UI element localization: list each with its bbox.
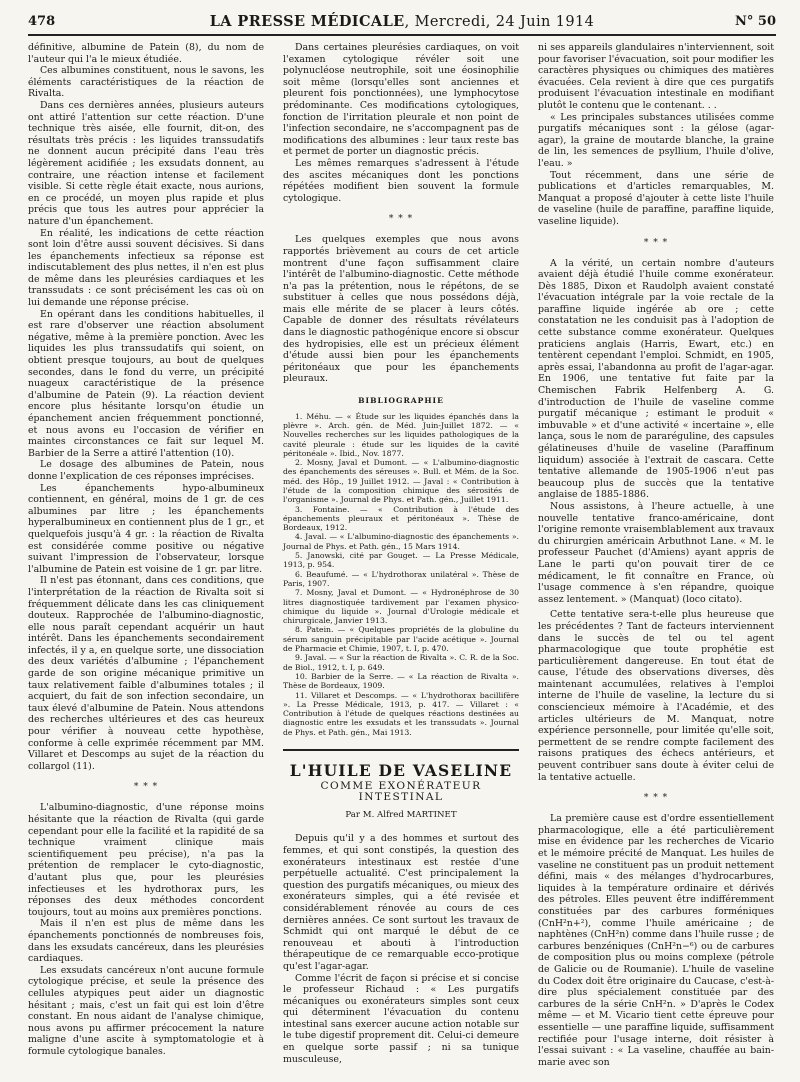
article-subtitle: COMME EXONÉRATEUR INTESTINAL — [320, 779, 482, 804]
bibliography-heading: BIBLIOGRAPHIE — [358, 396, 444, 406]
page-number: 478 — [28, 14, 56, 29]
section-separator: * * * — [133, 782, 159, 793]
paragraph: Le dosage des albumines de Patein, nous donne l'explication de ces réponses imprécises. — [28, 459, 264, 482]
journal-title-line — [28, 13, 776, 30]
paragraph: Il n'est pas étonnant, dans ces conditions, que l'interprétation de la réaction de Rivalta soit si fréquemment délicate dans les cas cliniquement douteux. Rapprochée de l'albumino-diagnostic, elle nous paraît cependant acquérir un haut intérêt. Dans les épanchements secondairement infectés, il y a, en quelque sorte, une dissociation des deux variétés d'albumine ; l'épanchement garde de son origine mécanique primitive un taux relativement faible d'albumines totales ; il acquiert, du fait de son infection secondaire, un taux élevé d'albumine de Patein. Nous attendons des recherches ultérieures et des cas heureux pour vérifier à nouveau cette hypothèse, conforme à celle exprimée récemment par MM. Villaret et Descomps au sujet de la réaction du collargol (11). — [28, 575, 264, 772]
bibliography-entry: 2. Mosny, Javal et Dumont. — « L'albumino-diagnostic des épanchements des séreuses ». Bull. et Mém. de la Soc. méd. des Hôp., 19 Juillet 1912. — Javal : « Contribution à l'étude de la composition chimique des sérosités de l'organisme ». Journal de Phys. et Path. gén., Juillet 1911. — [283, 458, 519, 505]
bibliography-entry: 4. Javal. — « L'albumino-diagnostic des épanchements ». Journal de Phys. et Path. gén., 15 Mars 1914. — [283, 532, 519, 551]
article-title: L'HUILE DE VASELINE — [289, 761, 513, 781]
bibliography-entry: 5. Janowski, cité par Gouget. — La Presse Médicale, 1913, p. 954. — [283, 551, 519, 570]
paragraph: En réalité, les indications de cette réaction sont loin d'être aussi souvent décisives. Si dans les épanchements infectieux sa réponse est indiscutablement des plus nettes, il n'en est plus de même dans les pleurésies cardiaques et les transsudats : ce sont précisément les cas où on lui demande une réponse précise. — [28, 227, 264, 309]
column-left — [28, 42, 264, 1057]
paragraph: L'albumino-diagnostic, d'une réponse moins hésitante que la réaction de Rivalta (qui garde cependant pour elle la facilité et la rapidité de sa technique vraiment clinique mais scientifiquement peu précise), n'a pas la prétention de remplacer le cyto-diagnostic, d'autant plus que, pour les pleurésies infectieuses et les hydrothorax purs, les réponses des deux méthodes concordent toujours, tout au moins aux premières ponctions. — [28, 802, 264, 918]
paragraph: Depuis qu'il y a des hommes et surtout des femmes, et qui sont constipés, la question des exonérateurs intestinaux est restée d'une perpétuelle actualité. C'est principalement la question des purgatifs mécaniques, ou mieux des exonérateurs simples, qui a été revisée et considérablement rénovée au cours de ces dernières années. Ce sont surtout les travaux de Schmidt qui ont marqué le début de ce renouveau et abouti à l'introduction thérapeutique de ce remarquable ecco-protique qu'est l'agar-agar. — [283, 833, 519, 972]
paragraph: Tout récemment, dans une série de publications et d'articles remarquables, M. Manquat a proposé d'ajouter à cette liste l'huile de vaseline (huile de paraffine, paraffine liquide, vaseline liquide). — [538, 169, 774, 227]
paragraph: En opérant dans les conditions habituelles, il est rare d'observer une réaction absolument négative, même à la première ponction. Avec les liquides les plus transsudatifs qui soient, on obtient presque toujours, au bout de quelques secondes, dans le fond du verre, un précipité nuageux caractéristique de la présence d'albumine de Patein (9). La réaction devient encore plus hésitante lorsqu'on étudie un épanchement ancien fréquemment ponctionné, et nous avons eu l'occasion de vérifier en maintes circonstances ce fait sur lequel M. Barbier de la Serre a attiré l'attention (10). — [28, 308, 264, 459]
paragraph: Dans ces dernières années, plusieurs auteurs ont attiré l'attention sur cette réaction. D'une technique très aisée, elle fournit, dit-on, des résultats très précis : les liquides transsudatifs ne donnent aucun précipité dans l'eau très légèrement acidifiée ; les exsudats donnent, au contraire, une réaction intense et facilement visible. Si cette règle était exacte, nous aurions, en ce procédé, un moyen plus rapide et plus précis que tous les autres pour apprécier la nature d'un épanchement. — [28, 99, 264, 227]
paragraph: Nous assistons, à l'heure actuelle, à une nouvelle tentative franco-américaine, dont l'origine remonte vraisemblablement aux travaux du chirurgien américain Arbuthnot Lane. « M. le professeur Pauchet (d'Amiens) ayant appris de Lane le parti qu'on pouvait tirer de ce médicament, le fit connaître en France, où l'usage commence à s'en répandre, quoique assez lentement. » (Manquat) (loco citato). — [538, 500, 774, 605]
bibliography-entry: 1. Méhu. — « Étude sur les liquides épanchés dans la plèvre ». Arch. gén. de Méd. Juin-Juillet 1872. — « Nouvelles recherches sur les liquides pathologiques de la cavité pleurale : étude sur les liquides de la cavité péritonéale ». Ibid., Nov. 1877. — [283, 411, 519, 458]
issue-number: N° 50 — [735, 14, 776, 29]
article-divider — [283, 749, 519, 751]
paragraph: définitive, albumine de Patein (8), du nom de l'auteur qui l'a le mieux étudiée. — [28, 42, 264, 65]
section-separator: * * * — [643, 237, 669, 248]
bibliography-entry: 9. Javal. — « Sur la réaction de Rivalta ». C. R. de la Soc. de Biol., 1912, t. I, p. 649. — [283, 653, 519, 672]
column-middle — [283, 42, 519, 1065]
bibliography-entry: 11. Villaret et Descomps. — « L'hydrothorax bacillifère ». La Presse Médicale, 1913, p. 417. — Villaret : « Contribution à l'étude de quelques réactions destinées au diagnostic entre les exsudats et les transsudats ». Journal de Phys. et Path. gén., Mai 1913. — [283, 690, 519, 737]
column-right — [538, 42, 774, 1068]
paragraph: Les exsudats cancéreux n'ont aucune formule cytologique précise, et seule la présence des cellules atypiques peut aider un diagnostic hésitant ; mais, c'est un fait qui est loin d'être constant. En nous aidant de l'analyse chimique, nous avons pu affirmer précocement la nature maligne d'une ascite à symptomatologie et à formule cytologique banales. — [28, 964, 264, 1057]
bibliography-entry: 8. Patein. — « Quelques propriétés de la globuline du sérum sanguin précipitable par l'acide acétique ». Journal de Pharmacie et Chimie, 1907, t. I, p. 470. — [283, 625, 519, 654]
issue-date: , Mercredi, 24 Juin 1914 — [404, 14, 595, 30]
paragraph: Les épanchements hypo-albumineux contiennent, en général, moins de 1 gr. de ces albumines par litre ; les épanchements hyperalbumineux en contiennent plus de 1 gr., et quelquefois jusqu'à 4 gr. : la réaction de Rivalta est considérée comme positive ou négative suivant l'impression de l'observateur, lorsque l'albumine de Patein est voisine de 1 gr. par litre. — [28, 482, 264, 575]
bibliography-entry: 7. Mosny, Javal et Dumont. — « Hydronéphrose de 30 litres diagnostiquée tardivement par l'examen physico-chimique du liquide ». Journal d'Urologie médicale et chirurgicale, Janvier 1913. — [283, 588, 519, 626]
bibliography-entry: 6. Beaufumé. — « L'hydrothorax unilatéral ». Thèse de Paris, 1907. — [283, 569, 519, 588]
article-author: Par M. Alfred MARTINET — [345, 809, 457, 820]
paragraph: A la vérité, un certain nombre d'auteurs avaient déjà étudié l'huile comme exonérateur. Dès 1885, Dixon et Raudolph avaient constaté l'évacuation intégrale par la voie rectale de la paraffine liquide ingérée ab ore ; cette constatation ne les conduisit pas à l'adoption de cette substance comme exonérateur. Quelques praticiens anglais (Harris, Ewart, etc.) en tentèrent cependant l'emploi. Schmidt, en 1905, après essai, l'abandonna au profit de l'agar-agar. En 1906, une tentative fut faite par la Chemischen Fabrik Helfenberg A. G. d'introduction de l'huile de vaseline comme purgatif mécanique ; estimant le produit « imbuvable » et d'une activité « incertaine », elle lança, sous le nom de pararéguline, des capsules gélatineuses d'huile de vaseline (Paraffinum liquidum) associée à l'extrait de cascara. Cette tentative allemande de 1905-1906 n'eut pas beaucoup plus de succès que la tentative anglaise de 1885-1886. — [538, 257, 774, 501]
page-header — [28, 12, 776, 36]
section-separator: * * * — [643, 793, 669, 804]
journal-name: LA PRESSE MÉDICALE — [209, 13, 405, 30]
paragraph: Ces albumines constituent, nous le savons, les éléments caractéristiques de la réaction de Rivalta. — [28, 65, 264, 100]
paragraph: « Les principales substances utilisées comme purgatifs mécaniques sont : la gélose (agar-agar), la graine de moutarde blanche, la graine de lin, les semences de psyllium, l'huile d'olive, l'eau. » — [538, 111, 774, 169]
section-separator: * * * — [388, 214, 414, 225]
paragraph: Dans certaines pleurésies cardiaques, on voit l'examen cytologique révéler soit une polynucléose neutrophile, soit une éosinophilie soit même (lorsqu'elles sont anciennes et pleurent fois ponctionnées), une lymphocytose prédominante. Ces modifications cytologiques, fonction de l'irritation pleurale et non point de l'infection secondaire, ne s'accompagnent pas de modifications des albumines : leur taux reste bas et permet de porter un diagnostic précis. — [283, 42, 519, 158]
bibliography-entry: 3. Fontaine. — « Contribution à l'étude des épanchements pleuraux et péritonéaux ». Thèse de Bordeaux, 1912. — [283, 504, 519, 533]
paragraph: Cette tentative sera-t-elle plus heureuse que les précédentes ? Tant de facteurs interviennent dans le succès de tel ou tel agent pharmacologique que toute prophétie est particulièrement dangereuse. En tout état de cause, l'étude des observations diverses, dès maintenant accumulées, relatives à l'emploi interne de l'huile de vaseline, la lecture du si consciencieux mémoire à l'Académie, et des articles ultérieurs de M. Manquat, notre expérience personnelle, pour limitée qu'elle soit, permettent de se rendre compte facilement des raisons pratiques des échecs antérieurs, et peuvent contribuer sans doute à éviter celui de la tentative actuelle. — [538, 609, 774, 783]
bibliography-entry: 10. Barbier de la Serre. — « La réaction de Rivalta ». Thèse de Bordeaux, 1909. — [283, 671, 519, 691]
paragraph: Les mêmes remarques s'adressent à l'étude des ascites mécaniques dont les ponctions répétées modifient bien souvent la formule cytologique. — [283, 157, 519, 204]
paragraph: ni ses appareils glandulaires n'interviennent, soit pour favoriser l'évacuation, soit pour modifier les caractères physiques ou chimiques des matières évacuées. Cela revient à dire que ces purgatifs produisent l'évacuation intestinale en modifiant plutôt le contenu que le contenant. . . — [538, 42, 774, 111]
paragraph: Mais il n'en est plus de même dans les épanchements ponctionnés de nombreuses fois, dans les exsudats cancéreux, dans les pleurésies cardiaques. — [28, 918, 264, 965]
paragraph: Comme l'écrit de façon si précise et si concise le professeur Richaud : « Les purgatifs mécaniques ou exonérateurs simples sont ceux qui déterminent l'évacuation du contenu intestinal sans exercer aucune action notable sur le tube digestif proprement dit. Celui-ci demeure en quelque sorte passif ; ni sa tunique musculeuse, — [283, 972, 519, 1065]
paragraph: Les quelques exemples que nous avons rapportés brièvement au cours de cet article montrent d'une façon suffisamment claire l'intérêt de l'albumino-diagnostic. Cette méthode n'a pas la prétention, nous le répétons, de se substituer à celles que nous possédons déjà, mais elle mérite de se placer à leurs côtés. Capable de donner des résultats révélateurs dans le diagnostic pathogénique encore si obscur des hydropisies, elle est un précieux élément d'étude aussi bien pour les épanchements péritonéaux que pour les épanchements pleuraux. — [283, 234, 519, 385]
paragraph: La première cause est d'ordre essentiellement pharmacologique, elle a été particulièrement mise en évidence par les recherches de Vicario et le mémoire précité de Manquat. Les huiles de vaseline ne constituent pas un produit nettement défini, mais « des mélanges d'hydrocarbures, liquides à la température ordinaire et dérivés des pétroles. Elles peuvent être indifféremment constituées par des carbures forméniques (CnH²n+²), comme l'huile américaine ; de naphtènes (CnH²n) comme dans l'huile russe ; de carbures benzéniques (CnH²n−⁶) ou de carbures de composition plus ou moins complexe (pétrole de Galicie ou de Roumanie). L'huile de vaseline du Codex doit être originaire du Caucase, c'est-à-dire plus spécialement constituée par des carbures de la série CnH²n. » D'après le Codex même — et M. Vicario tient cette épreuve pour essentielle — une paraffine liquide, suffisamment rectifiée pour l'usage interne, doit résister à l'essai suivant : « La vaseline, chauffée au bain-marie avec son — [538, 813, 774, 1068]
